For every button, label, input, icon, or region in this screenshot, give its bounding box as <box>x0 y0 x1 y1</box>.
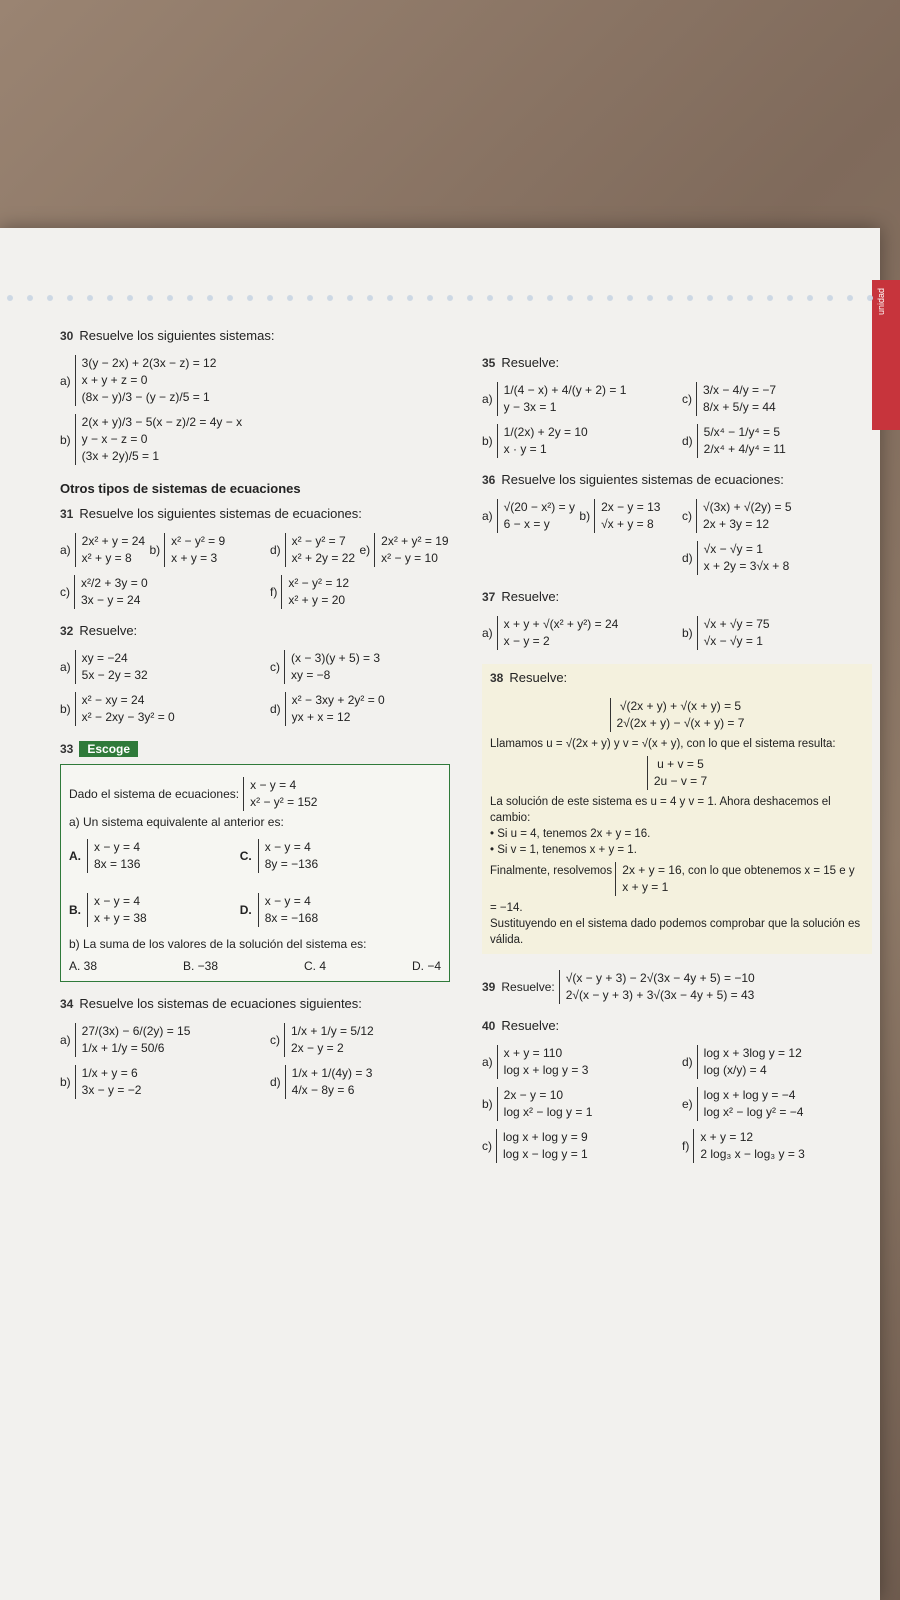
ex40-e: e) log x + log y = −4 log x² − log y² = −4 <box>682 1088 804 1119</box>
option-B[interactable]: B. x − y = 4 x + y = 38 <box>69 894 147 925</box>
ex36-c: c) √(3x) + √(2y) = 5 2x + 3y = 12 <box>682 500 792 531</box>
ex40-a: a) x + y = 110 log x + log y = 3 <box>482 1046 589 1077</box>
escoge-box: Dado el sistema de ecuaciones: x − y = 4 x² − y² = 152 a) Un sistema equivalente al anterior es: A. x − y = 4 8x = 136 C. x − y = 4 8y = −136 B. x − y = 4 x + y = 38 D. x − y = 4 8x = −168 b) La suma de los valores de la solución del sistema es: A. 38 B. −38 C. 4 D. −4 <box>60 764 450 982</box>
left-column <box>60 328 450 1103</box>
ex40-f: f) x + y = 12 2 log₃ x − log₃ y = 3 <box>682 1130 805 1161</box>
exercise-31-header: 31 Resuelve los siguientes sistemas de ecuaciones: <box>60 506 362 521</box>
ex30-a: a) 3(y − 2x) + 2(3x − z) = 12 x + y + z = 0 (8x − y)/3 − (y − z)/5 = 1 <box>60 356 217 404</box>
exercise-37-header: 37 Resuelve: <box>482 589 560 604</box>
right-column <box>482 355 872 1167</box>
answer-C[interactable]: C. 4 <box>304 959 327 973</box>
ex32-d: d) x² − 3xy + 2y² = 0 yx + x = 12 <box>270 693 385 724</box>
exercise-40-header: 40 Resuelve: <box>482 1018 560 1033</box>
ex34-d: d) 1/x + 1/(4y) = 3 4/x − 8y = 6 <box>270 1066 373 1097</box>
exercise-32-header: 32 Resuelve: <box>60 623 138 638</box>
option-C[interactable]: C. x − y = 4 8y = −136 <box>239 840 319 871</box>
answer-B[interactable]: B. −38 <box>183 959 219 973</box>
ex32-a: a) xy = −24 5x − 2y = 32 <box>60 651 148 682</box>
ex31-c: c) x²/2 + 3y = 0 3x − y = 24 <box>60 576 148 607</box>
ex36-d: d) √x − √y = 1 x + 2y = 3√x + 8 <box>682 542 790 573</box>
question-a: a) Un sistema equivalente al anterior es: <box>69 815 284 829</box>
exercise-30-header: 30 Resuelve los siguientes sistemas: <box>60 328 275 343</box>
ex32-c: c) (x − 3)(y + 5) = 3 xy = −8 <box>270 651 381 682</box>
unit-tab-label: unidad <box>876 288 886 316</box>
ex40-b: b) 2x − y = 10 log x² − log y = 1 <box>482 1088 593 1119</box>
exercise-38-worked: 38 Resuelve: √(2x + y) + √(x + y) = 5 2√(2x + y) − √(x + y) = 7 Llamamos u = √(2x + y) y v = √(x + y), con lo que el sistema resulta: u + v = 5 2u − v = 7 La solución de este sistema es u = 4 y v = 1. Ahora deshacemos el cambio: • Si u = 4, tenemos 2x + y = 16. • Si v = 1, tenemos x + y = 1. Finalmente, resolvemos 2x + y = 16 x + y = 1 , con lo que obtenemos x = 15 e y = −14. Sustituyendo en el sistema dado podemos comprobar que la solución es válida. <box>482 664 872 954</box>
dot-decoration <box>0 288 880 298</box>
ex36-b: b) 2x − y = 13 √x + y = 8 <box>579 500 661 531</box>
exercise-33: 33 Escoge Dado el sistema de ecuaciones: x − y = 4 x² − y² = 152 a) Un sistema equivalente al anterior es: A. x − y = 4 8x = 136 C. x − y = 4 8y = −136 B. x − y = 4 x + y = 38 D. x − y = 4 8x = −168 b) La suma de los valores de la solución del sistema es: A. 38 B. −38 C. 4 D. −4 <box>60 740 450 982</box>
exercise-34-header: 34 Resuelve los sistemas de ecuaciones siguientes: <box>60 996 362 1011</box>
ex31-d: d) x² − y² = 7 x² + 2y = 22 <box>270 534 356 565</box>
exercise-36-header: 36 Resuelve los siguientes sistemas de ecuaciones: <box>482 472 784 487</box>
exercise-39: 39 Resuelve: √(x − y + 3) − 2√(3x − 4y + 5) = −10 2√(x − y + 3) + 3√(3x − 4y + 5) = 43 <box>482 971 755 1002</box>
ex31-e: e) 2x² + y² = 19 x² − y = 10 <box>359 534 449 565</box>
answer-A[interactable]: A. 38 <box>69 959 98 973</box>
ex35-d: d) 5/x⁴ − 1/y⁴ = 5 2/x⁴ + 4/y⁴ = 11 <box>682 425 786 456</box>
ex35-c: c) 3/x − 4/y = −7 8/x + 5/y = 44 <box>682 383 777 414</box>
answer-D[interactable]: D. −4 <box>411 959 441 973</box>
ex31-f: f) x² − y² = 12 x² + y = 20 <box>270 576 350 607</box>
escoge-badge: Escoge <box>79 741 138 757</box>
ex37-a: a) x + y + √(x² + y²) = 24 x − y = 2 <box>482 617 619 648</box>
ex37-b: b) √x + √y = 75 √x − √y = 1 <box>682 617 770 648</box>
option-D[interactable]: D. x − y = 4 8x = −168 <box>239 894 319 925</box>
ex35-b: b) 1/(2x) + 2y = 10 x · y = 1 <box>482 425 588 456</box>
ex36-a: a) √(20 − x²) = y 6 − x = y <box>482 500 575 531</box>
ex30-b: b) 2(x + y)/3 − 5(x − z)/2 = 4y − x y − x − z = 0 (3x + 2y)/5 = 1 <box>60 415 243 463</box>
exercise-35-header: 35 Resuelve: <box>482 355 560 370</box>
ex35-a: a) 1/(4 − x) + 4/(y + 2) = 1 y − 3x = 1 <box>482 383 627 414</box>
ex31-a: a) 2x² + y = 24 x² + y = 8 <box>60 534 146 565</box>
ex34-a: a) 27/(3x) − 6/(2y) = 15 1/x + 1/y = 50/6 <box>60 1024 191 1055</box>
ex40-c: c) log x + log y = 9 log x − log y = 1 <box>482 1130 588 1161</box>
ex32-b: b) x² − xy = 24 x² − 2xy − 3y² = 0 <box>60 693 175 724</box>
option-A[interactable]: A. x − y = 4 8x = 136 <box>69 840 141 871</box>
ex40-d: d) log x + 3log y = 12 log (x/y) = 4 <box>682 1046 802 1077</box>
ex34-b: b) 1/x + y = 6 3x − y = −2 <box>60 1066 142 1097</box>
answer-options <box>69 959 441 973</box>
ex34-c: c) 1/x + 1/y = 5/12 2x − y = 2 <box>270 1024 374 1055</box>
ex31-b: b) x² − y² = 9 x + y = 3 <box>149 534 226 565</box>
question-b: b) La suma de los valores de la solución del sistema es: <box>69 937 367 951</box>
section-title: Otros tipos de sistemas de ecuaciones <box>60 481 301 496</box>
